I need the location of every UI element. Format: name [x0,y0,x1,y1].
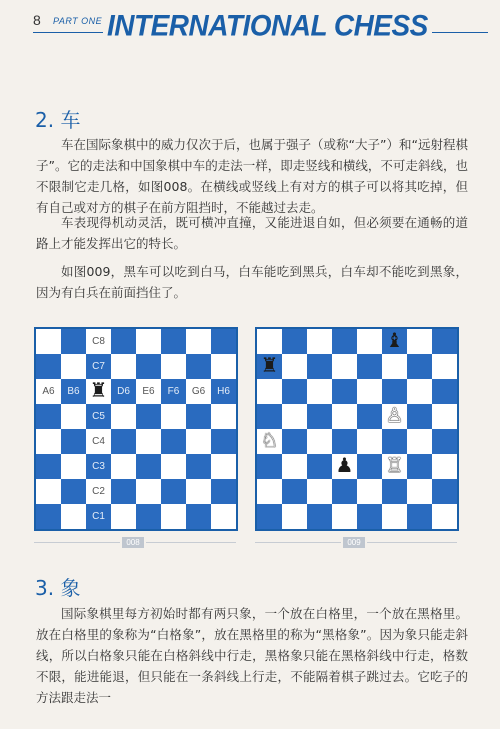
board-grid [36,329,236,529]
board-square [111,504,136,529]
board-square [382,329,407,354]
board-square [111,429,136,454]
board-square [282,479,307,504]
board-square [357,479,382,504]
board-square [136,329,161,354]
chess-diagram-009 [255,327,459,531]
board-square [407,354,432,379]
paragraph-rook-intro: 车在国际象棋中的威力仅次于后，也属于强子（或称“大子”）和“远射程棋子”。它的走法和中国象棋中车的走法一样，即走竖线和横线，不可走斜线，也不限制它走几格，如图008。在横线或竖线上有对方的棋子可以将其吃掉，但有自己或对方的棋子在前方阻挡时，不能越过去走。 [36,137,468,215]
board-square [111,404,136,429]
board-square [161,404,186,429]
board-square [211,479,236,504]
page-header [0,0,500,48]
board-square [111,379,136,404]
board-square [432,429,457,454]
board-square [86,429,111,454]
board-square [186,354,211,379]
board-grid [257,329,457,529]
board-square [61,404,86,429]
board-square [407,479,432,504]
board-square [186,429,211,454]
board-square [136,429,161,454]
board-square [36,404,61,429]
board-square [382,354,407,379]
board-square [61,454,86,479]
board-square [257,354,282,379]
caption-rule [255,542,341,543]
board-square [86,379,111,404]
board-square [136,404,161,429]
square-label: C7 [92,361,105,372]
section-heading-rook: 2. 车 [35,108,81,132]
board-square [136,454,161,479]
paragraph-rook-example: 如图009，黑车可以吃到白马，白车能吃到黑兵，白车却不能吃到黑象，因为有白兵在前面挡住了。 [36,264,468,300]
board-square [282,454,307,479]
board-square [382,454,407,479]
board-square [332,429,357,454]
board-square [282,379,307,404]
board-square [211,454,236,479]
square-label: C1 [92,511,105,522]
board-square [257,329,282,354]
board-square [257,379,282,404]
board-square [407,329,432,354]
board-square [357,354,382,379]
board-square [111,329,136,354]
square-label: B6 [67,386,80,397]
board-square [86,329,111,354]
board-square [407,429,432,454]
board-square [36,454,61,479]
board-square [257,454,282,479]
board-square [282,329,307,354]
board-square [111,454,136,479]
board-square [211,354,236,379]
board-square [211,329,236,354]
caption-rule [34,542,120,543]
board-square [61,504,86,529]
board-square [357,429,382,454]
board-square [307,504,332,529]
board-square [161,379,186,404]
board-square [307,329,332,354]
board-square [61,329,86,354]
board-square [161,429,186,454]
board-square [432,479,457,504]
white-knight-icon: ♘ [260,430,279,452]
square-label: F6 [167,386,180,397]
board-square [332,504,357,529]
square-label: A6 [42,386,55,397]
board-square [111,479,136,504]
chess-diagram-008 [34,327,238,531]
board-square [136,354,161,379]
board-square [111,354,136,379]
board-square [86,454,111,479]
board-square [307,454,332,479]
board-square [432,329,457,354]
board-square [382,504,407,529]
board-square [382,479,407,504]
board-square [186,504,211,529]
board-square [307,354,332,379]
board-square [61,379,86,404]
board-square [382,379,407,404]
board-square [136,379,161,404]
board-square [357,404,382,429]
board-square [211,379,236,404]
board-square [186,379,211,404]
paragraph-bishop-intro: 国际象棋里每方初始时都有两只象，一个放在白格里，一个放在黑格里。放在白格里的象称为“白格象”，放在黑格里的称为“黑格象”。因为象只能走斜线，所以白格象只能在白格斜线中行走，黑格象只能在黑格斜线中行走，格数不限，能进能退，但只能在一条斜线上行走，不能隔着棋子跳过去。它吃子的方法跟走法一 [36,606,468,705]
board-square [407,454,432,479]
section-heading-bishop: 3. 象 [35,576,81,600]
board-square [432,379,457,404]
board-square [36,504,61,529]
board-square [61,429,86,454]
board-square [211,429,236,454]
board-square [211,504,236,529]
square-label: C5 [92,411,105,422]
board-square [307,479,332,504]
board-square [36,329,61,354]
square-label: C8 [92,336,105,347]
caption-rule [367,542,457,543]
board-square [432,354,457,379]
black-bishop-icon: ♝ [385,330,404,352]
diagram-caption-008: 008 [122,537,144,548]
caption-rule [146,542,236,543]
board-square [86,504,111,529]
board-square [257,429,282,454]
board-square [432,504,457,529]
board-square [36,354,61,379]
board-square [61,479,86,504]
board-square [332,404,357,429]
diagram-caption-009: 009 [343,537,365,548]
board-square [86,479,111,504]
board-square [282,504,307,529]
board-square [357,329,382,354]
board-square [136,504,161,529]
part-label: PART ONE [53,16,103,26]
page-number: 8 [33,12,41,28]
square-label: D6 [117,386,130,397]
board-square [407,404,432,429]
board-square [161,504,186,529]
board-square [357,379,382,404]
board-square [257,479,282,504]
board-square [161,354,186,379]
board-square [332,454,357,479]
board-square [61,354,86,379]
board-square [432,454,457,479]
board-square [332,329,357,354]
white-pawn-icon: ♙ [385,405,404,427]
board-square [86,404,111,429]
board-square [186,329,211,354]
board-square [257,404,282,429]
board-square [357,504,382,529]
square-label: E6 [142,386,155,397]
board-square [36,429,61,454]
board-square [36,479,61,504]
board-square [211,404,236,429]
square-label: C4 [92,436,105,447]
board-square [161,479,186,504]
board-square [36,379,61,404]
running-title: INTERNATIONAL CHESS [103,9,432,43]
board-square [307,404,332,429]
board-square [186,479,211,504]
black-rook-icon: ♜ [260,355,279,377]
board-square [357,454,382,479]
board-square [186,454,211,479]
board-square [332,479,357,504]
board-square [86,354,111,379]
board-square [282,354,307,379]
board-square [382,404,407,429]
square-label: G6 [191,386,206,397]
board-square [407,379,432,404]
board-square [307,429,332,454]
board-square [186,404,211,429]
board-square [161,329,186,354]
board-square [432,404,457,429]
square-label: C2 [92,486,105,497]
board-square [257,504,282,529]
square-label: C3 [92,461,105,472]
board-square [382,429,407,454]
board-square [136,479,161,504]
board-square [332,354,357,379]
square-label: H6 [217,386,230,397]
black-pawn-icon: ♟ [335,455,354,477]
board-square [332,379,357,404]
black-rook-icon: ♜ [89,380,108,402]
board-square [282,404,307,429]
board-square [161,454,186,479]
board-square [282,429,307,454]
board-square [307,379,332,404]
board-square [407,504,432,529]
paragraph-rook-mobility: 车表现得机动灵活，既可横冲直撞，又能进退自如，但必须要在通畅的道路上才能发挥出它的特长。 [36,215,468,251]
white-rook-icon: ♖ [385,455,404,477]
